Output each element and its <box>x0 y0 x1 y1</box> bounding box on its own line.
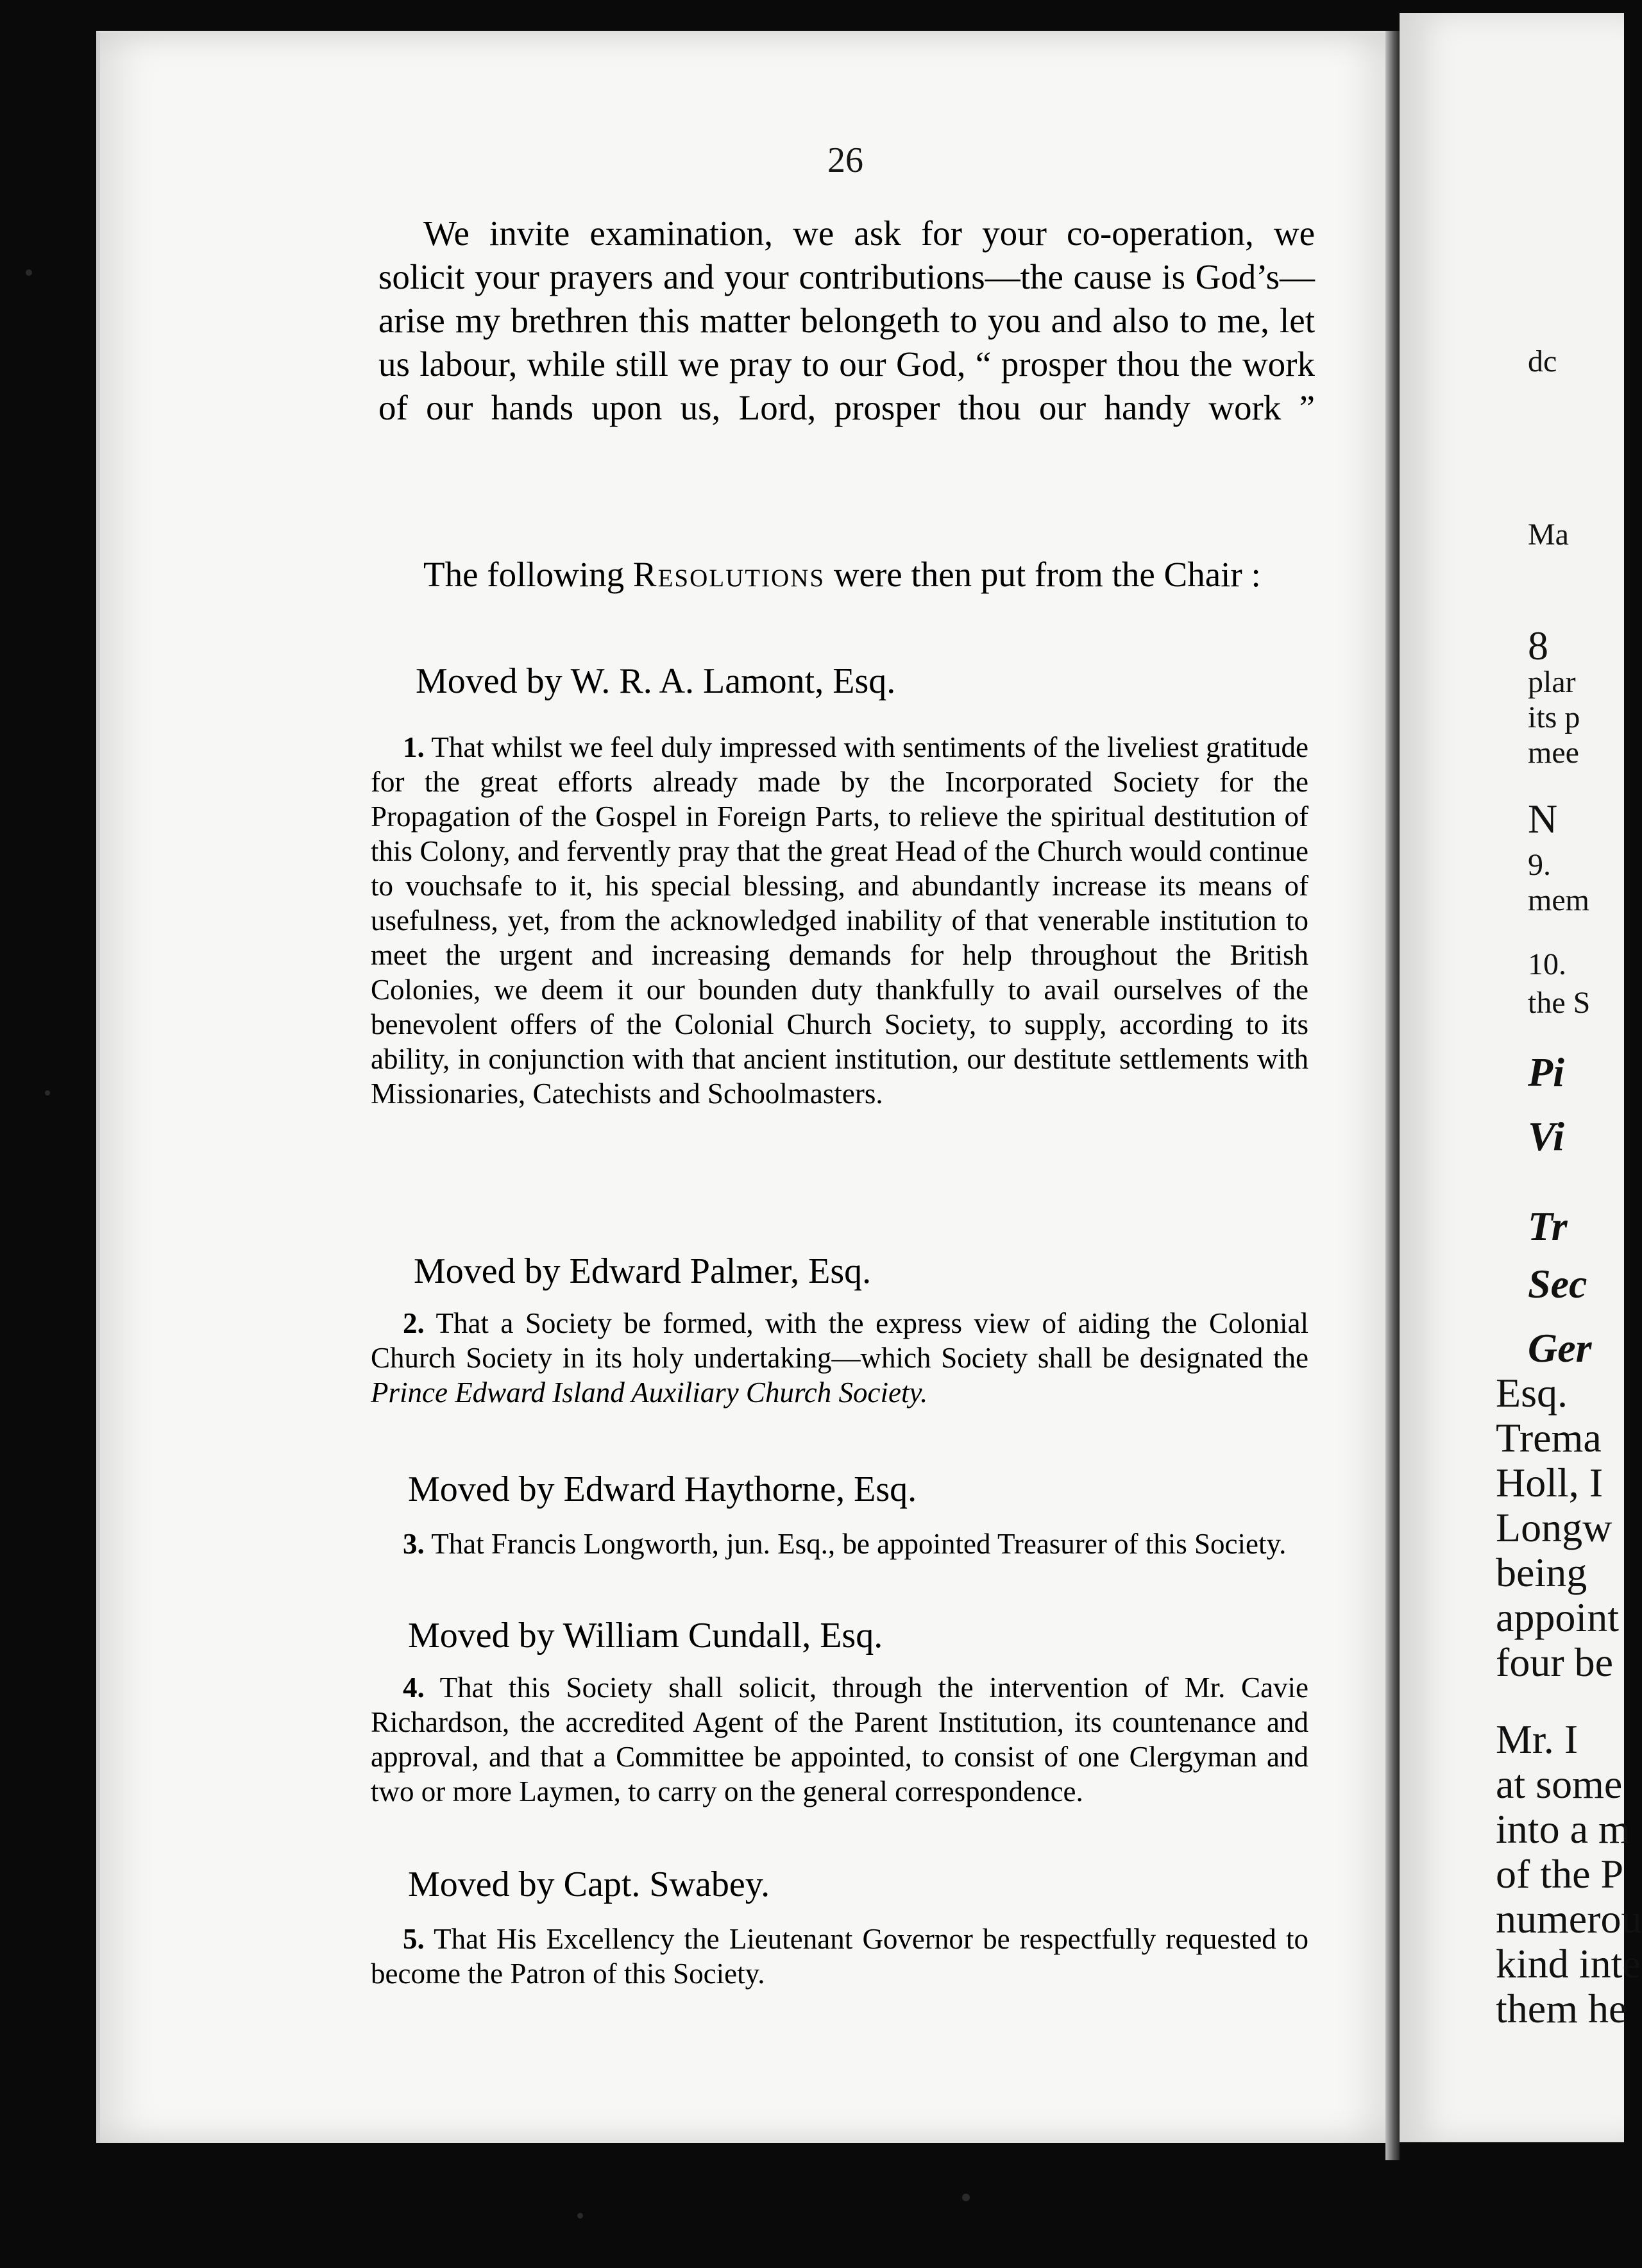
intro-paragraph: We invite examination, we ask for your co-operation, we solicit your prayers and your contributions—the cause is God’s—arise my brethren this matter belongeth to you and also to me, let us labour, while still we pray to our God, “ prosper thou the work of our hands upon us, Lord, prosper thou our handy work ” <box>378 214 1315 427</box>
right-page-text-fragment: numerou <box>1496 1896 1642 1942</box>
right-page-text-fragment: Tr <box>1528 1203 1568 1249</box>
right-page-text-fragment: N <box>1528 796 1558 842</box>
right-page-text-fragment: its p <box>1528 700 1580 734</box>
background-speck <box>577 2213 583 2219</box>
resolution-mover: Moved by Edward Palmer, Esq. <box>414 1251 872 1291</box>
right-page-text-fragment: Ger <box>1528 1325 1592 1371</box>
right-page-text-fragment: 10. <box>1528 947 1566 981</box>
page-number: 26 <box>827 140 863 180</box>
right-page-text-fragment: Sec <box>1528 1261 1587 1307</box>
background-speck <box>26 269 32 276</box>
right-page-text-fragment: kind inte <box>1496 1941 1641 1986</box>
right-page-text-fragment: the S <box>1528 986 1591 1020</box>
resolution-mover: Moved by Capt. Swabey. <box>408 1865 770 1904</box>
right-page-text-fragment: four be <box>1496 1639 1614 1685</box>
right-page-text-fragment: mem <box>1528 883 1589 917</box>
right-page-text-fragment: Mr. I <box>1496 1716 1578 1762</box>
resolution-body: That His Excellency the Lieutenant Governor be respectfully requested to become the Patron of this Society. <box>371 1923 1309 1990</box>
right-page-text-fragment: Holl, I <box>1496 1460 1604 1505</box>
right-page-text-fragment: 9. <box>1528 848 1551 882</box>
right-page-text-fragment: Pi <box>1528 1049 1564 1095</box>
right-page-text-fragment: Esq. <box>1496 1370 1568 1416</box>
right-page-text-fragment: Ma <box>1528 518 1569 552</box>
resolution-text <box>371 1306 1308 1410</box>
resolution-number: 4. <box>403 1671 425 1704</box>
resolution-mover: Moved by W. R. A. Lamont, Esq. <box>416 661 896 701</box>
right-page-text-fragment: being <box>1496 1550 1587 1595</box>
right-page-text-fragment: at some <box>1496 1761 1623 1807</box>
background-speck <box>962 2194 970 2201</box>
right-page-text-fragment: into a m <box>1496 1806 1630 1852</box>
resolution-number: 5. <box>403 1923 425 1955</box>
resolution-text <box>371 1527 1308 1561</box>
resolution-body: That Francis Longworth, jun. Esq., be appointed Treasurer of this Society. <box>431 1528 1287 1560</box>
resolution-body: That a Society be formed, with the express view of aiding the Colonial Church Society in its holy undertaking—which Society shall be designated the <box>371 1307 1308 1374</box>
right-page-text-fragment: them he <box>1496 1986 1627 2031</box>
society-name: Prince Edward Island Auxiliary Church Society. <box>371 1376 928 1409</box>
resolution-text <box>371 730 1308 1111</box>
right-page-text-fragment: 8 <box>1528 623 1548 668</box>
resolution-mover: Moved by Edward Haythorne, Esq. <box>408 1469 917 1509</box>
right-page-text-fragment: appoint <box>1496 1595 1619 1640</box>
right-page-text-fragment: Trema <box>1496 1415 1602 1460</box>
resolution-body: That this Society shall solicit, through the intervention of Mr. Cavie Richardson, the accredited Agent of the Parent Institution, its countenance and approval, and that a Committee be appointed, to consist of one Clergyman and two or more Laymen, to carry on the general correspondence. <box>371 1671 1309 1807</box>
resolutions-intro <box>378 553 1315 597</box>
resolution-number: 2. <box>403 1307 425 1339</box>
right-page-text-fragment: of the P <box>1496 1851 1624 1897</box>
resolution-text <box>371 1922 1308 1991</box>
right-page-text-fragment: Vi <box>1528 1113 1564 1159</box>
book-gutter <box>1385 31 1400 2160</box>
resolution-number: 1. <box>403 731 425 763</box>
resolution-body: That whilst we feel duly impressed with sentiments of the liveliest gratitude for the great efforts already made by the Incorporated Society for the Propagation of the Gospel in Foreign Parts, to relieve the spiritual destitution of this Colony, and fervently pray that the great Head of the Church would continue to vouchsafe to it, his special blessing, and abundantly increase its means of usefulness, yet, from the acknowledged inability of that venerable institution to meet the urgent and increasing demands for help throughout the British Colonies, we deem it our bounden duty thankfully to avail ourselves of the benevolent offers of the Colonial Church Society, to supply, according to its ability, in conjunction with that ancient institution, our destitute settlements with Missionaries, Catechists and Schoolmasters. <box>371 731 1309 1110</box>
resolution-text <box>371 1670 1308 1809</box>
right-page-text-fragment: Longw <box>1496 1505 1612 1550</box>
resolutions-intro-before: The following <box>423 555 633 594</box>
resolution-mover: Moved by William Cundall, Esq. <box>408 1616 883 1655</box>
resolutions-intro-after: were then put from the Chair : <box>825 555 1261 594</box>
right-page-fragment <box>1400 13 1642 2142</box>
background-speck <box>45 1090 50 1096</box>
right-page-text-fragment: mee <box>1528 736 1579 770</box>
resolutions-heading: Resolutions <box>632 555 825 594</box>
resolution-number: 3. <box>403 1528 425 1560</box>
right-page-text-fragment: dc <box>1528 344 1557 378</box>
right-page-text-fragment: plar <box>1528 665 1576 699</box>
